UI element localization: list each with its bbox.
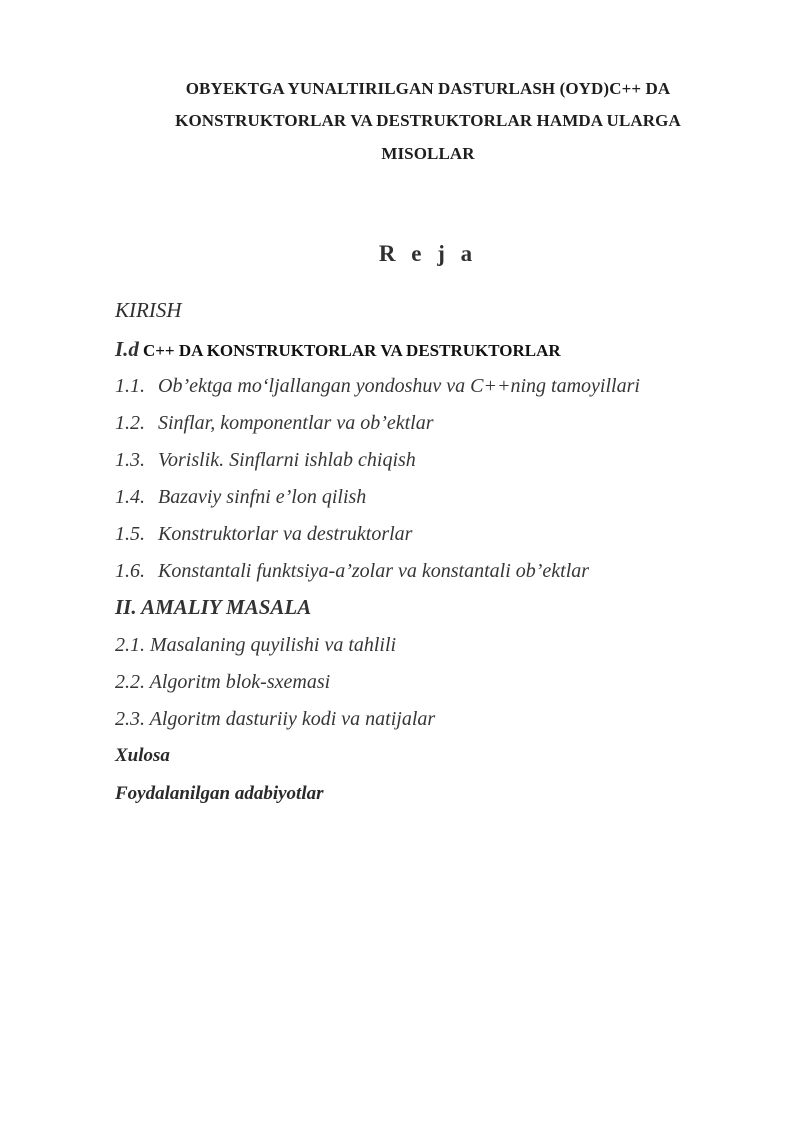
toc-item-text: Sinflar, komponentlar va ob’ektlar xyxy=(158,412,434,434)
toc-item-number: 1.4. xyxy=(115,486,145,508)
document-title-line-2: KONSTRUKTORLAR VA DESTRUKTORLAR HAMDA ULARGA xyxy=(175,111,681,130)
toc-item-1-2 xyxy=(115,413,434,433)
toc-references: Foydalanilgan adabiyotlar xyxy=(115,783,324,804)
plan-heading: R e j a xyxy=(378,241,478,266)
toc-item-1-1 xyxy=(115,376,640,396)
toc-chapter-1-heading xyxy=(115,339,561,360)
document-title-line-1: OBYEKTGA YUNALTIRILGAN DASTURLASH (OYD)C++ DA xyxy=(185,79,671,98)
toc-chapter-2-heading: II. AMALIY MASALA xyxy=(115,595,312,619)
toc-item-1-4 xyxy=(115,487,366,507)
toc-item-number: 1.6. xyxy=(115,560,145,582)
chapter-1-prefix: I.d xyxy=(115,337,139,361)
toc-item-number: 1.3. xyxy=(115,449,145,471)
toc-item-1-5 xyxy=(115,524,412,544)
toc-item-number: 1.1. xyxy=(115,375,145,397)
toc-item-text: Ob’ektga mo‘ljallangan yondoshuv va C++ning tamoyillari xyxy=(158,375,640,397)
toc-conclusion: Xulosa xyxy=(115,745,170,766)
toc-item-2-2: 2.2. Algoritm blok-sxemasi xyxy=(115,671,331,693)
toc-item-text: Konstruktorlar va destruktorlar xyxy=(158,523,413,545)
toc-intro: KIRISH xyxy=(115,298,182,322)
toc-item-text: Konstantali funktsiya-a’zolar va konstantali ob’ektlar xyxy=(158,560,590,582)
chapter-1-title: C++ DA KONSTRUKTORLAR VA DESTRUKTORLAR xyxy=(142,341,561,360)
toc-item-text: Bazaviy sinfni e’lon qilish xyxy=(158,486,367,508)
toc-item-1-3 xyxy=(115,450,416,470)
document-title-line-3: MISOLLAR xyxy=(381,144,475,163)
toc-item-2-1: 2.1. Masalaning quyilishi va tahlili xyxy=(115,634,397,656)
toc-item-1-6 xyxy=(115,561,589,581)
toc-item-number: 1.5. xyxy=(115,523,145,545)
toc-item-text: Vorislik. Sinflarni ishlab chiqish xyxy=(158,449,416,471)
toc-item-2-3: 2.3. Algoritm dasturiiy kodi va natijalar xyxy=(115,708,436,730)
toc-item-number: 1.2. xyxy=(115,412,145,434)
